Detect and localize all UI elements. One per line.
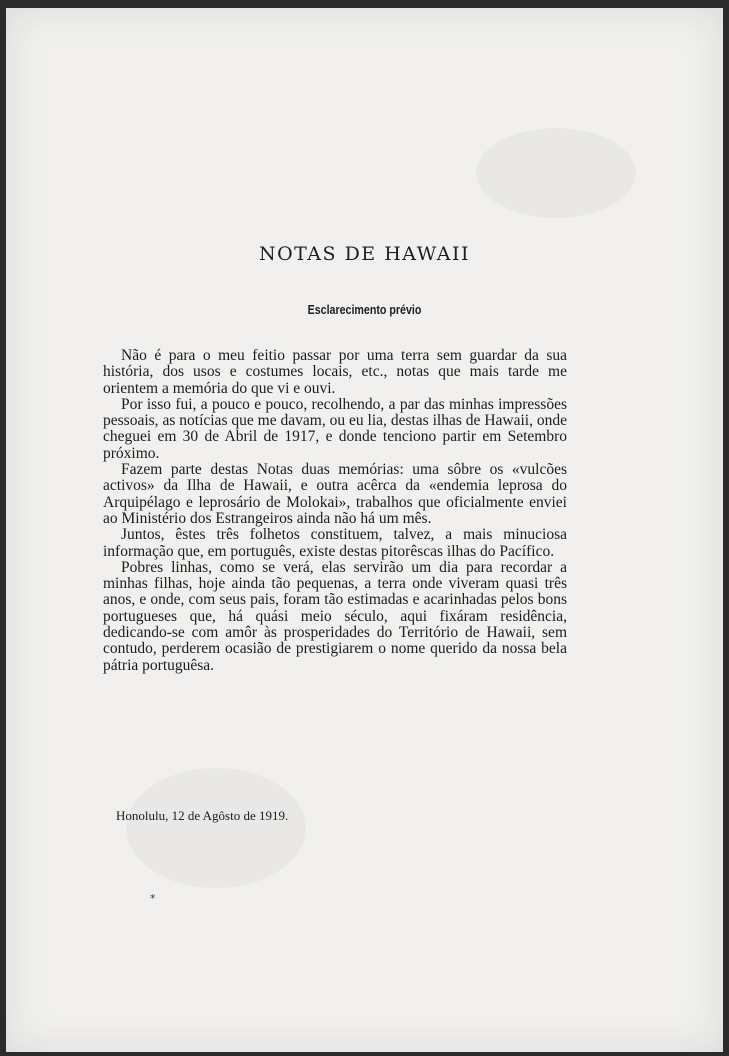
document-title: NOTAS DE HAWAII	[258, 243, 471, 265]
paragraph: Juntos, êstes três folhetos constituem, talvez, a mais minuciosa informação que, em português, existe destas pitorêscas ilhas do Pacífico.	[103, 526, 567, 560]
document-subtitle: Esclarecimento prévio	[307, 302, 422, 317]
footer-mark: *	[150, 892, 156, 905]
paragraph: Fazem parte destas Notas duas memórias: uma sôbre os «vulcões activos» da Ilha de Hawaii, e outra acêrca da «endemia leprosa do Arquipélago e leprosário de Molokai», trabalhos que oficialmente enviei ao Ministério dos Estrangeiros ainda não há um mês.	[103, 461, 567, 527]
paper-stain	[476, 128, 636, 218]
document-page	[6, 8, 723, 1052]
place-date-signature: Honolulu, 12 de Agôsto de 1919.	[116, 808, 289, 823]
body-text	[103, 348, 567, 674]
paragraph: Pobres linhas, como se verá, elas servirão um dia para recordar a minhas filhas, hoje ainda tão pequenas, a terra onde viveram quasi três anos, e onde, com seus pais, foram tão estimadas e acarinhadas pelos bons portugueses que, há quási meio século, aqui fixáram residência, dedicando-se com amôr às prosperidades do Território de Hawaii, sem contudo, perderem ocasião de prestigiarem o nome querido da nossa bela pátria portuguêsa.	[103, 558, 567, 674]
paragraph: Por isso fui, a pouco e pouco, recolhendo, a par das minhas impressões pessoais, as notícias que me davam, ou eu lia, destas ilhas de Hawaii, onde cheguei em 30 de Abril de 1917, e donde tenciono partir em Setembro próximo.	[103, 395, 567, 462]
paragraph: Não é para o meu feitio passar por uma terra sem guardar da sua história, dos usos e costumes locais, etc., notas que mais tarde me orientem a memória do que vi e ouvi.	[103, 347, 567, 397]
paper-stain	[126, 768, 306, 888]
